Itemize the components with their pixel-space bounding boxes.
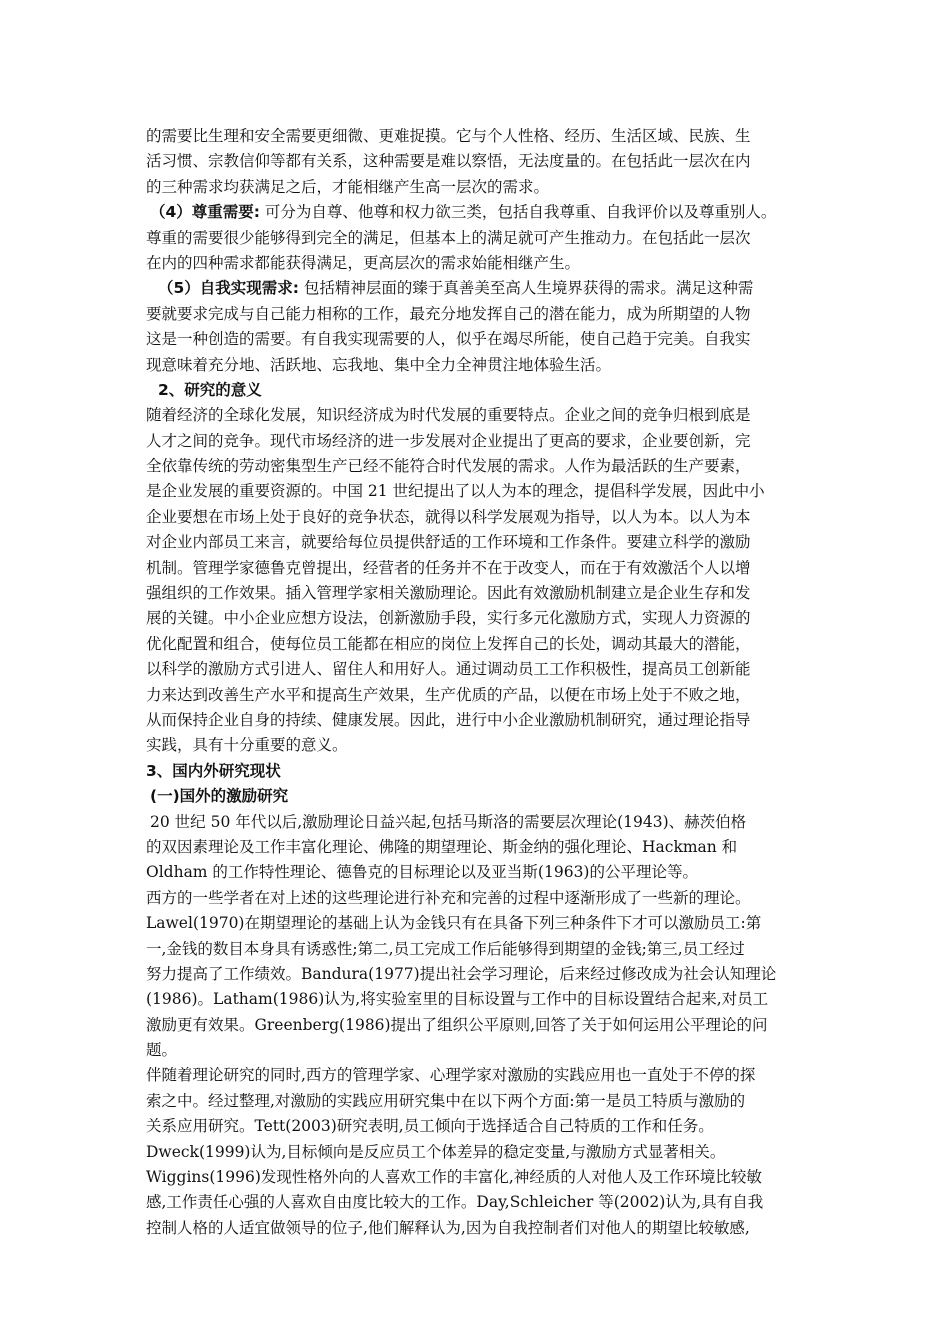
text-line: Oldham 的工作特性理论、德鲁克的目标理论以及亚当斯(1963)的公平理论等。 xyxy=(146,863,698,882)
text-line: (1986)。Latham(1986)认为,将实验室里的目标设置与工作中的目标设置结合起来,对员工 xyxy=(146,990,769,1009)
text-line: 题。 xyxy=(146,1041,178,1060)
text-line: 20 世纪 50 年代以后,激励理论日益兴起,包括马斯洛的需要层次理论(1943)、赫茨伯格 xyxy=(150,812,747,831)
text-line: 感,工作责任心强的人喜欢自由度比较大的工作。Day,Schleicher 等(2002)认为,具有自我 xyxy=(146,1193,764,1212)
text-line: 人才之间的竞争。现代市场经济的进一步发展对企业提出了更高的要求，企业要创新，完 xyxy=(146,431,751,450)
text-line: 激励更有效果。Greenberg(1986)提出了组织公平原则,回答了关于如何运用公平理论的问 xyxy=(146,1015,768,1034)
text-line: 强组织的工作效果。插入管理学家相关激励理论。因此有效激励机制建立是企业生存和发 xyxy=(146,584,751,603)
text-line xyxy=(146,200,818,225)
text-line: 现意味着充分地、活跃地、忘我地、集中全力全神贯注地体验生活。 xyxy=(146,355,612,374)
section-2 xyxy=(146,378,818,759)
need-5-text: 包括精神层面的臻于真善美至高人生境界获得的需求。满足这种需 xyxy=(298,279,754,298)
text-line: Lawel(1970)在期望理论的基础上认为金钱只有在具备下列三种条件下才可以激励员工:第 xyxy=(146,914,762,933)
section-2-heading: 2、研究的意义 xyxy=(158,380,262,399)
section-3 xyxy=(146,759,818,1241)
text-line: 实践，具有十分重要的意义。 xyxy=(146,736,348,755)
text-line: 的需要比生理和安全需要更细微、更难捉摸。它与个人性格、经历、生活区域、民族、生 xyxy=(146,127,751,145)
text-line: 企业要想在市场上处于良好的竞争状态，就得以科学发展观为指导，以人为本。以人为本 xyxy=(146,507,751,526)
paragraph xyxy=(146,1063,818,1241)
text-line: 活习惯、宗教信仰等都有关系，这种需要是难以察悟，无法度量的。在包括此一层次在内 xyxy=(146,152,751,171)
text-line: 西方的一些学者在对上述的这些理论进行补充和完善的过程中逐渐形成了一些新的理论。 xyxy=(146,888,751,907)
text-line: 尊重的需要很少能够得到完全的满足，但基本上的满足就可产生推动力。在包括此一层次 xyxy=(146,228,751,247)
text-line: 力来达到改善生产水平和提高生产效果，生产优质的产品，以便在市场上处于不败之地， xyxy=(146,685,751,704)
text-line: Dweck(1999)认为,目标倾向是反应员工个体差异的稳定变量,与激励方式显著相关。 xyxy=(146,1142,726,1161)
text-line: 伴随着理论研究的同时,西方的管理学家、心理学家对激励的实践应用也一直处于不停的探 xyxy=(146,1066,756,1085)
text-line: 的三种需求均获满足之后，才能相继产生高一层次的需求。 xyxy=(146,177,550,196)
section-3-subheading: (一)国外的激励研究 xyxy=(150,787,289,806)
text-line: 以科学的激励方式引进人、留住人和用好人。通过调动员工工作积极性，提高员工创新能 xyxy=(146,660,751,679)
paragraph-need-3 xyxy=(146,124,818,200)
text-line: 全依靠传统的劳动密集型生产已经不能符合时代发展的需求。人作为最活跃的生产要素， xyxy=(146,457,751,476)
paragraph-need-4 xyxy=(146,200,818,276)
text-line: 这是一种创造的需要。有自我实现需要的人，似乎在竭尽所能，使自己趋于完美。自我实 xyxy=(146,330,751,349)
text-line: 从而保持企业自身的持续、健康发展。因此，进行中小企业激励机制研究，通过理论指导 xyxy=(146,710,751,729)
paragraph xyxy=(146,886,818,1064)
need-5-heading: （5）自我实现需求: xyxy=(158,279,299,298)
text-line: 要就要求完成与自己能力相称的工作，最充分地发挥自己的潜在能力，成为所期望的人物 xyxy=(146,304,751,323)
text-line: 随着经济的全球化发展，知识经济成为时代发展的重要特点。企业之间的竞争归根到底是 xyxy=(146,406,751,425)
text-line: 对企业内部员工来言，就要给每位员提供舒适的工作环境和工作条件。要建立科学的激励 xyxy=(146,533,751,552)
text-line: 是企业发展的重要资源的。中国 21 世纪提出了以人为本的理念，提倡科学发展，因此中小 xyxy=(146,482,765,501)
text-line: 索之中。经过整理,对激励的实践应用研究集中在以下两个方面:第一是员工特质与激励的 xyxy=(146,1091,746,1110)
text-line: 的双因素理论及工作丰富化理论、佛隆的期望理论、斯金纳的强化理论、Hackman 和 xyxy=(146,837,738,856)
need-4-heading: （4）尊重需要: xyxy=(150,203,260,222)
text-line: 控制人格的人适宜做领导的位子,他们解释认为,因为自我控制者们对他人的期望比较敏感, xyxy=(146,1218,750,1237)
text-line: 一,金钱的数目本身具有诱惑性;第二,员工完成工作后能够得到期望的金钱;第三,员工经过 xyxy=(146,939,745,958)
need-4-text: 可分为自尊、他尊和权力欲三类，包括自我尊重、自我评价以及尊重别人。 xyxy=(259,203,777,222)
text-line: 优化配置和组合，使每位员工能都在相应的岗位上发挥自己的长处，调动其最大的潜能， xyxy=(146,634,751,653)
text-line xyxy=(146,276,818,301)
document-page xyxy=(146,124,818,1241)
text-line: 在内的四种需求都能获得满足，更高层次的需求始能相继产生。 xyxy=(146,253,581,272)
text-line: 努力提高了工作绩效。Bandura(1977)提出社会学习理论，后来经过修改成为社会认知理论 xyxy=(146,964,777,983)
paragraph xyxy=(146,810,818,886)
text-line: 关系应用研究。Tett(2003)研究表明,员工倾向于选择适合自己特质的工作和任务。 xyxy=(146,1117,714,1136)
paragraph-need-5 xyxy=(146,276,818,378)
text-line: Wiggins(1996)发现性格外向的人喜欢工作的丰富化,神经质的人对他人及工作环境比较敏 xyxy=(146,1168,762,1187)
section-3-heading: 3、国内外研究现状 xyxy=(146,761,281,780)
text-line: 机制。管理学家德鲁克曾提出，经营者的任务并不在于改变人，而在于有效激活个人以增 xyxy=(146,558,751,577)
text-line: 展的关键。中小企业应想方设法，创新激励手段，实行多元化激励方式，实现人力资源的 xyxy=(146,609,751,628)
